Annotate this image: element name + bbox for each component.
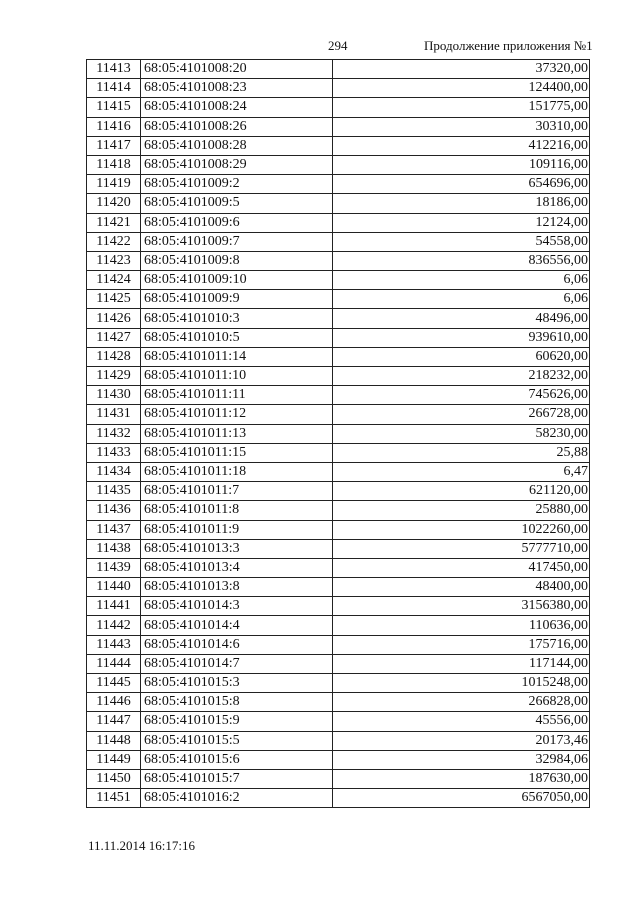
table-row xyxy=(87,251,590,270)
row-number-cell: 11451 xyxy=(87,789,141,808)
row-number-cell: 11425 xyxy=(87,290,141,309)
row-number-cell: 11437 xyxy=(87,520,141,539)
value-cell: 109116,00 xyxy=(333,155,590,174)
table-row xyxy=(87,616,590,635)
value-cell: 745626,00 xyxy=(333,386,590,405)
row-number-cell: 11433 xyxy=(87,443,141,462)
row-number-cell: 11417 xyxy=(87,136,141,155)
row-number-cell: 11418 xyxy=(87,155,141,174)
value-cell: 18186,00 xyxy=(333,194,590,213)
row-number-cell: 11434 xyxy=(87,462,141,481)
table-row xyxy=(87,750,590,769)
table-row xyxy=(87,60,590,79)
cadastral-number-cell: 68:05:4101008:23 xyxy=(141,79,333,98)
row-number-cell: 11424 xyxy=(87,271,141,290)
table-row xyxy=(87,290,590,309)
value-cell: 3156380,00 xyxy=(333,597,590,616)
row-number-cell: 11444 xyxy=(87,654,141,673)
value-cell: 45556,00 xyxy=(333,712,590,731)
table-row xyxy=(87,597,590,616)
row-number-cell: 11442 xyxy=(87,616,141,635)
row-number-cell: 11426 xyxy=(87,309,141,328)
value-cell: 175716,00 xyxy=(333,635,590,654)
cadastral-number-cell: 68:05:4101009:9 xyxy=(141,290,333,309)
row-number-cell: 11435 xyxy=(87,482,141,501)
value-cell: 1022260,00 xyxy=(333,520,590,539)
row-number-cell: 11445 xyxy=(87,674,141,693)
table-row xyxy=(87,674,590,693)
cadastral-number-cell: 68:05:4101008:28 xyxy=(141,136,333,155)
value-cell: 266828,00 xyxy=(333,693,590,712)
table-row xyxy=(87,271,590,290)
cadastral-number-cell: 68:05:4101009:2 xyxy=(141,175,333,194)
cadastral-number-cell: 68:05:4101011:15 xyxy=(141,443,333,462)
row-number-cell: 11413 xyxy=(87,60,141,79)
cadastral-number-cell: 68:05:4101008:29 xyxy=(141,155,333,174)
table-row xyxy=(87,443,590,462)
table-row xyxy=(87,347,590,366)
row-number-cell: 11450 xyxy=(87,769,141,788)
value-cell: 266728,00 xyxy=(333,405,590,424)
table-row xyxy=(87,98,590,117)
row-number-cell: 11429 xyxy=(87,367,141,386)
table-row xyxy=(87,578,590,597)
row-number-cell: 11423 xyxy=(87,251,141,270)
table-row xyxy=(87,79,590,98)
value-cell: 6,06 xyxy=(333,271,590,290)
row-number-cell: 11436 xyxy=(87,501,141,520)
table-row xyxy=(87,482,590,501)
table-row xyxy=(87,386,590,405)
table-row xyxy=(87,635,590,654)
timestamp: 11.11.2014 16:17:16 xyxy=(88,838,196,853)
table-row xyxy=(87,539,590,558)
cadastral-number-cell: 68:05:4101015:6 xyxy=(141,750,333,769)
value-cell: 218232,00 xyxy=(333,367,590,386)
cadastral-number-cell: 68:05:4101016:2 xyxy=(141,789,333,808)
row-number-cell: 11441 xyxy=(87,597,141,616)
cadastral-number-cell: 68:05:4101015:3 xyxy=(141,674,333,693)
value-cell: 187630,00 xyxy=(333,769,590,788)
table-row xyxy=(87,213,590,232)
value-cell: 25880,00 xyxy=(333,501,590,520)
value-cell: 654696,00 xyxy=(333,175,590,194)
value-cell: 412216,00 xyxy=(333,136,590,155)
value-cell: 124400,00 xyxy=(333,79,590,98)
continuation-label: Продолжение приложения №1 xyxy=(424,38,593,53)
row-number-cell: 11414 xyxy=(87,79,141,98)
cadastral-number-cell: 68:05:4101014:3 xyxy=(141,597,333,616)
cadastral-number-cell: 68:05:4101009:6 xyxy=(141,213,333,232)
cadastral-number-cell: 68:05:4101013:3 xyxy=(141,539,333,558)
value-cell: 1015248,00 xyxy=(333,674,590,693)
row-number-cell: 11449 xyxy=(87,750,141,769)
row-number-cell: 11443 xyxy=(87,635,141,654)
cadastral-number-cell: 68:05:4101015:8 xyxy=(141,693,333,712)
value-cell: 117144,00 xyxy=(333,654,590,673)
cadastral-number-cell: 68:05:4101014:4 xyxy=(141,616,333,635)
cadastral-number-cell: 68:05:4101008:20 xyxy=(141,60,333,79)
table-row xyxy=(87,328,590,347)
cadastral-number-cell: 68:05:4101008:26 xyxy=(141,117,333,136)
row-number-cell: 11430 xyxy=(87,386,141,405)
value-cell: 110636,00 xyxy=(333,616,590,635)
cadastral-number-cell: 68:05:4101011:14 xyxy=(141,347,333,366)
value-cell: 939610,00 xyxy=(333,328,590,347)
cadastral-number-cell: 68:05:4101011:12 xyxy=(141,405,333,424)
cadastral-number-cell: 68:05:4101011:10 xyxy=(141,367,333,386)
cadastral-number-cell: 68:05:4101011:13 xyxy=(141,424,333,443)
row-number-cell: 11432 xyxy=(87,424,141,443)
cadastral-number-cell: 68:05:4101010:3 xyxy=(141,309,333,328)
table-row xyxy=(87,155,590,174)
value-cell: 12124,00 xyxy=(333,213,590,232)
table-row xyxy=(87,520,590,539)
value-cell: 48400,00 xyxy=(333,578,590,597)
cadastral-number-cell: 68:05:4101010:5 xyxy=(141,328,333,347)
row-number-cell: 11440 xyxy=(87,578,141,597)
value-cell: 417450,00 xyxy=(333,558,590,577)
row-number-cell: 11416 xyxy=(87,117,141,136)
cadastral-number-cell: 68:05:4101009:7 xyxy=(141,232,333,251)
table-row xyxy=(87,232,590,251)
value-cell: 48496,00 xyxy=(333,309,590,328)
cadastral-number-cell: 68:05:4101015:9 xyxy=(141,712,333,731)
row-number-cell: 11431 xyxy=(87,405,141,424)
row-number-cell: 11420 xyxy=(87,194,141,213)
value-cell: 621120,00 xyxy=(333,482,590,501)
cadastral-number-cell: 68:05:4101008:24 xyxy=(141,98,333,117)
cadastral-number-cell: 68:05:4101011:18 xyxy=(141,462,333,481)
table-row xyxy=(87,558,590,577)
row-number-cell: 11438 xyxy=(87,539,141,558)
table-row xyxy=(87,693,590,712)
cadastral-table xyxy=(86,59,590,808)
value-cell: 25,88 xyxy=(333,443,590,462)
value-cell: 37320,00 xyxy=(333,60,590,79)
row-number-cell: 11439 xyxy=(87,558,141,577)
cadastral-number-cell: 68:05:4101015:7 xyxy=(141,769,333,788)
value-cell: 6567050,00 xyxy=(333,789,590,808)
value-cell: 32984,06 xyxy=(333,750,590,769)
table-row xyxy=(87,654,590,673)
row-number-cell: 11427 xyxy=(87,328,141,347)
value-cell: 60620,00 xyxy=(333,347,590,366)
table-row xyxy=(87,789,590,808)
value-cell: 54558,00 xyxy=(333,232,590,251)
cadastral-number-cell: 68:05:4101011:7 xyxy=(141,482,333,501)
table-row xyxy=(87,712,590,731)
table-row xyxy=(87,769,590,788)
cadastral-number-cell: 68:05:4101011:8 xyxy=(141,501,333,520)
value-cell: 30310,00 xyxy=(333,117,590,136)
value-cell: 6,06 xyxy=(333,290,590,309)
value-cell: 58230,00 xyxy=(333,424,590,443)
row-number-cell: 11428 xyxy=(87,347,141,366)
value-cell: 151775,00 xyxy=(333,98,590,117)
row-number-cell: 11448 xyxy=(87,731,141,750)
cadastral-number-cell: 68:05:4101013:4 xyxy=(141,558,333,577)
row-number-cell: 11421 xyxy=(87,213,141,232)
value-cell: 836556,00 xyxy=(333,251,590,270)
table-row xyxy=(87,117,590,136)
value-cell: 20173,46 xyxy=(333,731,590,750)
table-row xyxy=(87,501,590,520)
table-row xyxy=(87,731,590,750)
table-row xyxy=(87,175,590,194)
table-row xyxy=(87,405,590,424)
table-row xyxy=(87,194,590,213)
cadastral-number-cell: 68:05:4101009:10 xyxy=(141,271,333,290)
value-cell: 5777710,00 xyxy=(333,539,590,558)
table-row xyxy=(87,367,590,386)
cadastral-number-cell: 68:05:4101009:5 xyxy=(141,194,333,213)
table-row xyxy=(87,136,590,155)
cadastral-number-cell: 68:05:4101014:7 xyxy=(141,654,333,673)
row-number-cell: 11422 xyxy=(87,232,141,251)
cadastral-number-cell: 68:05:4101011:9 xyxy=(141,520,333,539)
cadastral-number-cell: 68:05:4101011:11 xyxy=(141,386,333,405)
row-number-cell: 11447 xyxy=(87,712,141,731)
table-row xyxy=(87,309,590,328)
page-number: 294 xyxy=(328,38,348,53)
row-number-cell: 11446 xyxy=(87,693,141,712)
value-cell: 6,47 xyxy=(333,462,590,481)
row-number-cell: 11419 xyxy=(87,175,141,194)
table-row xyxy=(87,462,590,481)
cadastral-number-cell: 68:05:4101009:8 xyxy=(141,251,333,270)
table-body xyxy=(87,60,590,808)
cadastral-number-cell: 68:05:4101013:8 xyxy=(141,578,333,597)
cadastral-number-cell: 68:05:4101014:6 xyxy=(141,635,333,654)
table-row xyxy=(87,424,590,443)
row-number-cell: 11415 xyxy=(87,98,141,117)
cadastral-number-cell: 68:05:4101015:5 xyxy=(141,731,333,750)
